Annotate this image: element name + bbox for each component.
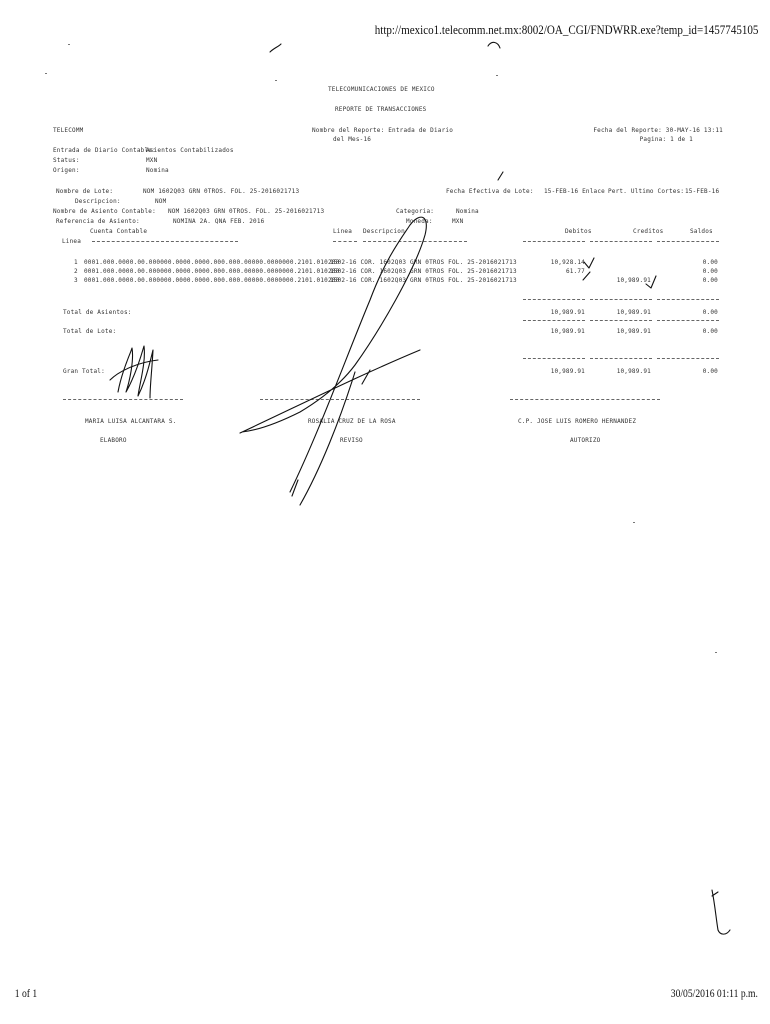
currency-value: MXN bbox=[452, 218, 464, 225]
line-account: 0001.000.0000.00.000000.0000.0000.000.000.00000.0000000.2101.010200 bbox=[84, 268, 340, 275]
journal-entry-value: Asientos Contabilizados bbox=[146, 147, 234, 154]
grand-total-label: Gran Total: bbox=[63, 368, 105, 375]
total-entries-label: Total de Asientos: bbox=[63, 309, 132, 316]
journal-name-label: Nombre de Asiento Contable: bbox=[53, 208, 156, 215]
reference-value: NOMINA 2A. QNA FEB. 2016 bbox=[173, 218, 265, 225]
header-rule-desc bbox=[363, 241, 467, 242]
signer-2-role: REVISO bbox=[340, 437, 363, 444]
total-entries-debit: 10,989.91 bbox=[550, 309, 585, 316]
journal-entry-label: Entrada de Diario Contable: bbox=[53, 147, 156, 154]
col-credit: Creditos bbox=[633, 228, 664, 235]
line-credit: 10,989.91 bbox=[616, 277, 651, 284]
col-description: Descripcion bbox=[363, 228, 405, 235]
report-title: TELECOMUNICACIONES DE MEXICO bbox=[328, 86, 435, 93]
line-num: 1 bbox=[74, 259, 78, 266]
line-description: 1502-16 COR. 1602Q03 GRN 0TROS FOL. 25-2016021713 bbox=[330, 259, 517, 266]
totals-rule bbox=[657, 299, 719, 300]
doc-date-label: Fecha Efectiva de Lote: bbox=[446, 188, 534, 195]
origin-value: Nomina bbox=[146, 167, 169, 174]
grand-total-rule bbox=[657, 358, 719, 359]
col-line-2: Linea bbox=[333, 228, 353, 235]
scan-speck bbox=[275, 80, 277, 81]
col-balance: Saldos bbox=[690, 228, 713, 235]
signature-small bbox=[712, 890, 730, 934]
totals-rule bbox=[657, 320, 719, 321]
report-name bbox=[312, 127, 453, 134]
col-line: Linea bbox=[62, 238, 82, 245]
page-indicator: 1 of 1 bbox=[14, 986, 38, 1000]
grand-total-balance: 0.00 bbox=[702, 368, 718, 375]
ink-mark bbox=[498, 172, 503, 180]
header-rule-debit bbox=[523, 241, 585, 242]
line-balance: 0.00 bbox=[702, 277, 718, 284]
header-rule-account bbox=[92, 241, 238, 242]
category-label: Categoria: bbox=[396, 208, 435, 215]
category-value: Nomina bbox=[456, 208, 479, 215]
journal-name-value: NOM 1602Q03 GRN 0TROS. FOL. 25-2016021713 bbox=[168, 208, 325, 215]
header-rule-balance bbox=[657, 241, 719, 242]
print-timestamp: 30/05/2016 01:11 p.m. bbox=[670, 986, 758, 1000]
total-entries-balance: 0.00 bbox=[702, 309, 718, 316]
scan-speck bbox=[45, 73, 47, 74]
grand-total-credit: 10,989.91 bbox=[616, 368, 651, 375]
ink-mark bbox=[488, 42, 500, 48]
description-value: NOM bbox=[155, 198, 167, 205]
signature-line bbox=[510, 399, 660, 400]
line-description: 1502-16 COR. 1602Q03 GRN 0TROS FOL. 25-2016021713 bbox=[330, 277, 517, 284]
company-short-name: TELECOMM bbox=[53, 127, 84, 134]
ink-mark bbox=[270, 44, 281, 52]
scan-speck bbox=[496, 75, 498, 76]
description-label: Descripcion: bbox=[75, 198, 121, 205]
batch-value: NOM 1602Q03 GRN 0TROS. FOL. 25-2016021713 bbox=[143, 188, 300, 195]
signer-3-role: AUTORIZO bbox=[570, 437, 601, 444]
signer-3-name: C.P. JOSE LUIS ROMERO HERNANDEZ bbox=[518, 418, 637, 425]
grand-total-rule bbox=[590, 358, 652, 359]
line-balance: 0.00 bbox=[702, 259, 718, 266]
total-batch-credit: 10,989.91 bbox=[616, 328, 651, 335]
signer-1-role: ELABORO bbox=[100, 437, 127, 444]
totals-rule bbox=[523, 299, 585, 300]
line-account: 0001.000.0000.00.000000.0000.0000.000.000.00000.0000000.2101.010200 bbox=[84, 277, 340, 284]
line-num: 3 bbox=[74, 277, 78, 284]
signature-elaboro bbox=[110, 346, 158, 398]
col-account: Cuenta Contable bbox=[90, 228, 148, 235]
status-label: Status: bbox=[53, 157, 80, 164]
totals-rule bbox=[523, 320, 585, 321]
report-name-value: Entrada de Diario bbox=[388, 127, 454, 134]
header-rule-line bbox=[333, 241, 357, 242]
line-debit: 61.77 bbox=[565, 268, 585, 275]
line-balance: 0.00 bbox=[702, 268, 718, 275]
report-date: Fecha del Reporte: 30-MAY-16 13:11 bbox=[593, 127, 723, 134]
line-account: 0001.000.0000.00.000000.0000.0000.000.000.00000.0000000.2101.010200 bbox=[84, 259, 340, 266]
totals-rule bbox=[590, 299, 652, 300]
scan-speck bbox=[715, 652, 717, 653]
signature-line bbox=[260, 399, 420, 400]
line-num: 2 bbox=[74, 268, 78, 275]
print-url: http://mexico1.telecomm.net.mx:8002/OA_CGI/FNDWRR.exe?temp_id=1457745105 bbox=[374, 22, 758, 37]
signer-1-name: MARIA LUISA ALCANTARA S. bbox=[85, 418, 177, 425]
currency-label: Moneda: bbox=[406, 218, 433, 225]
origin-label: Origen: bbox=[53, 167, 80, 174]
total-batch-balance: 0.00 bbox=[702, 328, 718, 335]
report-period-sub: del Mes-16 bbox=[333, 136, 372, 143]
period-label: Pert. Ultimo Cortes: bbox=[608, 188, 685, 195]
line-debit: 10,928.14 bbox=[550, 259, 585, 266]
scan-speck bbox=[68, 44, 70, 45]
status-value: MXN bbox=[146, 157, 158, 164]
reference-label: Referencia de Asiento: bbox=[56, 218, 140, 225]
line-description: 1502-16 COR. 1602Q03 GRN 0TROS FOL. 25-2016021713 bbox=[330, 268, 517, 275]
doc-date-value: 15-FEB-16 Enlace bbox=[544, 188, 605, 195]
period-value: 15-FEB-16 bbox=[685, 188, 720, 195]
signature-line bbox=[63, 399, 183, 400]
totals-rule bbox=[590, 320, 652, 321]
total-batch-label: Total de Lote: bbox=[63, 328, 117, 335]
batch-label: Nombre de Lote: bbox=[56, 188, 114, 195]
total-batch-debit: 10,989.91 bbox=[550, 328, 585, 335]
report-name-label: Nombre del Reporte: bbox=[312, 127, 385, 134]
page-number: Pagina: 1 de 1 bbox=[639, 136, 693, 143]
scan-speck bbox=[633, 522, 635, 523]
signer-2-name: ROSALIA CRUZ DE LA ROSA bbox=[308, 418, 396, 425]
grand-total-debit: 10,989.91 bbox=[550, 368, 585, 375]
grand-total-rule bbox=[523, 358, 585, 359]
header-rule-credit bbox=[590, 241, 652, 242]
total-entries-credit: 10,989.91 bbox=[616, 309, 651, 316]
report-subtitle: REPORTE DE TRANSACCIONES bbox=[335, 106, 427, 113]
col-debit: Debitos bbox=[565, 228, 592, 235]
